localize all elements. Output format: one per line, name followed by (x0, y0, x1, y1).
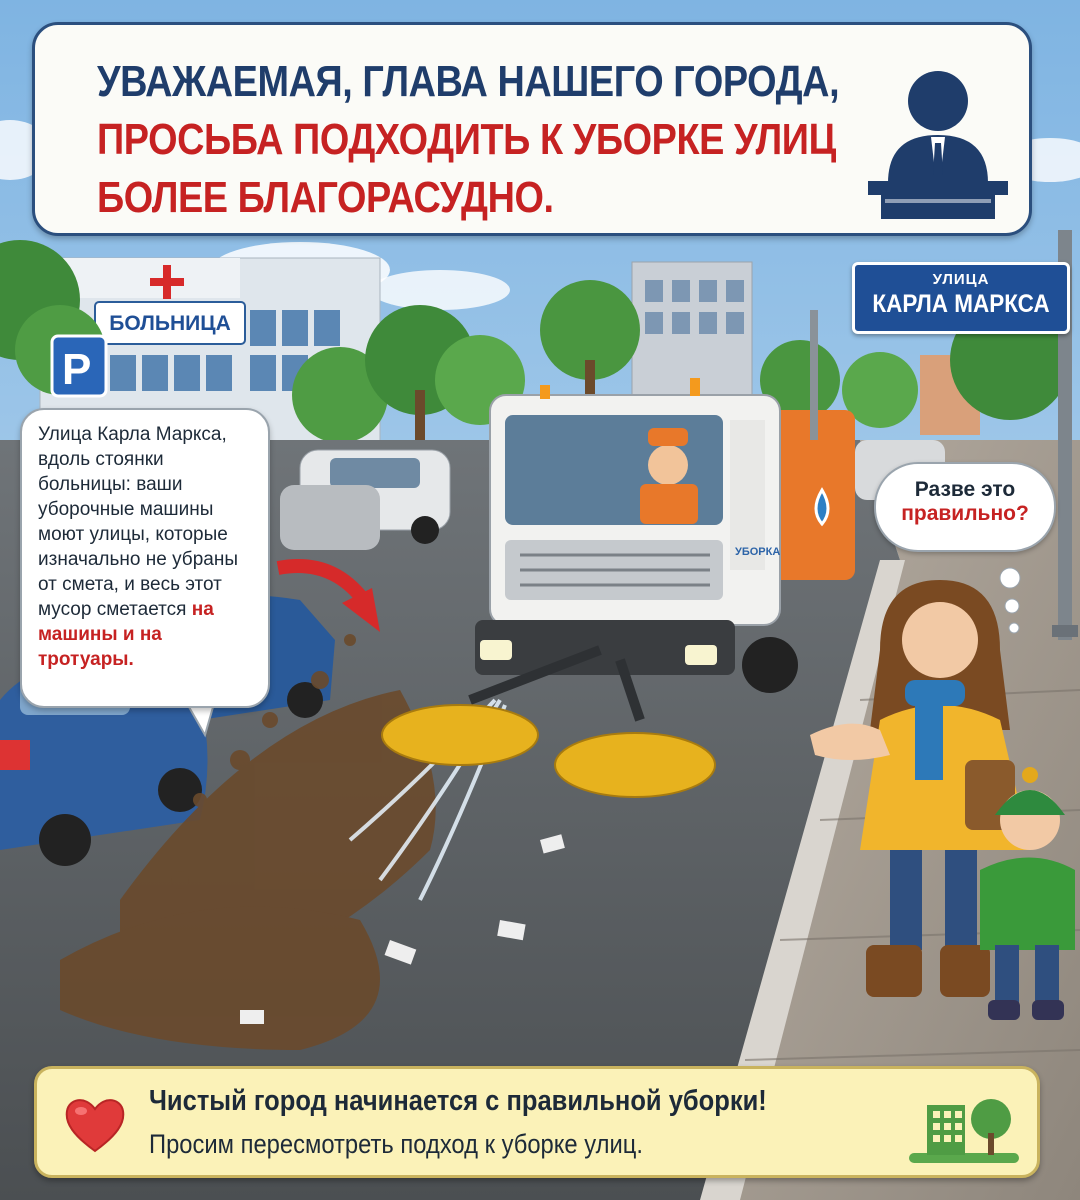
thought-line-2: правильно? (901, 502, 1029, 525)
header-line-3: БОЛЕЕ БЛАГОРАСУДНО. (97, 173, 554, 222)
street-name-sign (852, 262, 1070, 334)
left-bubble-text: Улица Карла Маркса, вдоль стоянки больницы: ваши уборочные машины моют улицы, которые изначально не убраны от смета, и весь этот мусор сметается (38, 424, 238, 620)
footer-banner (34, 1066, 1040, 1178)
header-line-1: УВАЖАЕМАЯ, ГЛАВА НАШЕГО ГОРОДА, (97, 57, 840, 106)
right-thought-bubble (874, 462, 1056, 552)
left-bubble-highlight: на машины и на тротуары. (38, 599, 214, 670)
street-sweeper-truck (470, 378, 855, 720)
hospital-sign-text: БОЛЬНИЦА (109, 312, 231, 335)
thought-line-1: Разве это (914, 478, 1016, 501)
city-tree-icon (909, 1085, 1019, 1165)
footer-line-1: Чистый город начинается с правильной уборки! (149, 1085, 767, 1117)
heart-icon (63, 1095, 127, 1155)
parking-sign (52, 336, 106, 396)
footer-line-2: Просим пересмотреть подход к уборке улиц. (149, 1129, 643, 1159)
official-at-podium-icon (863, 53, 1013, 223)
parking-sign-letter: P (62, 345, 92, 394)
header-banner (32, 22, 1032, 236)
header-line-2: ПРОСЬБА ПОДХОДИТЬ К УБОРКЕ УЛИЦ (97, 115, 836, 164)
street-sign-line-1: УЛИЦА (932, 271, 990, 288)
truck-logo: УБОРКА (735, 546, 781, 558)
street-sign-line-2: КАРЛА МАРКСА (872, 290, 1050, 318)
left-speech-bubble (20, 408, 270, 708)
hospital-sign (97, 306, 243, 342)
